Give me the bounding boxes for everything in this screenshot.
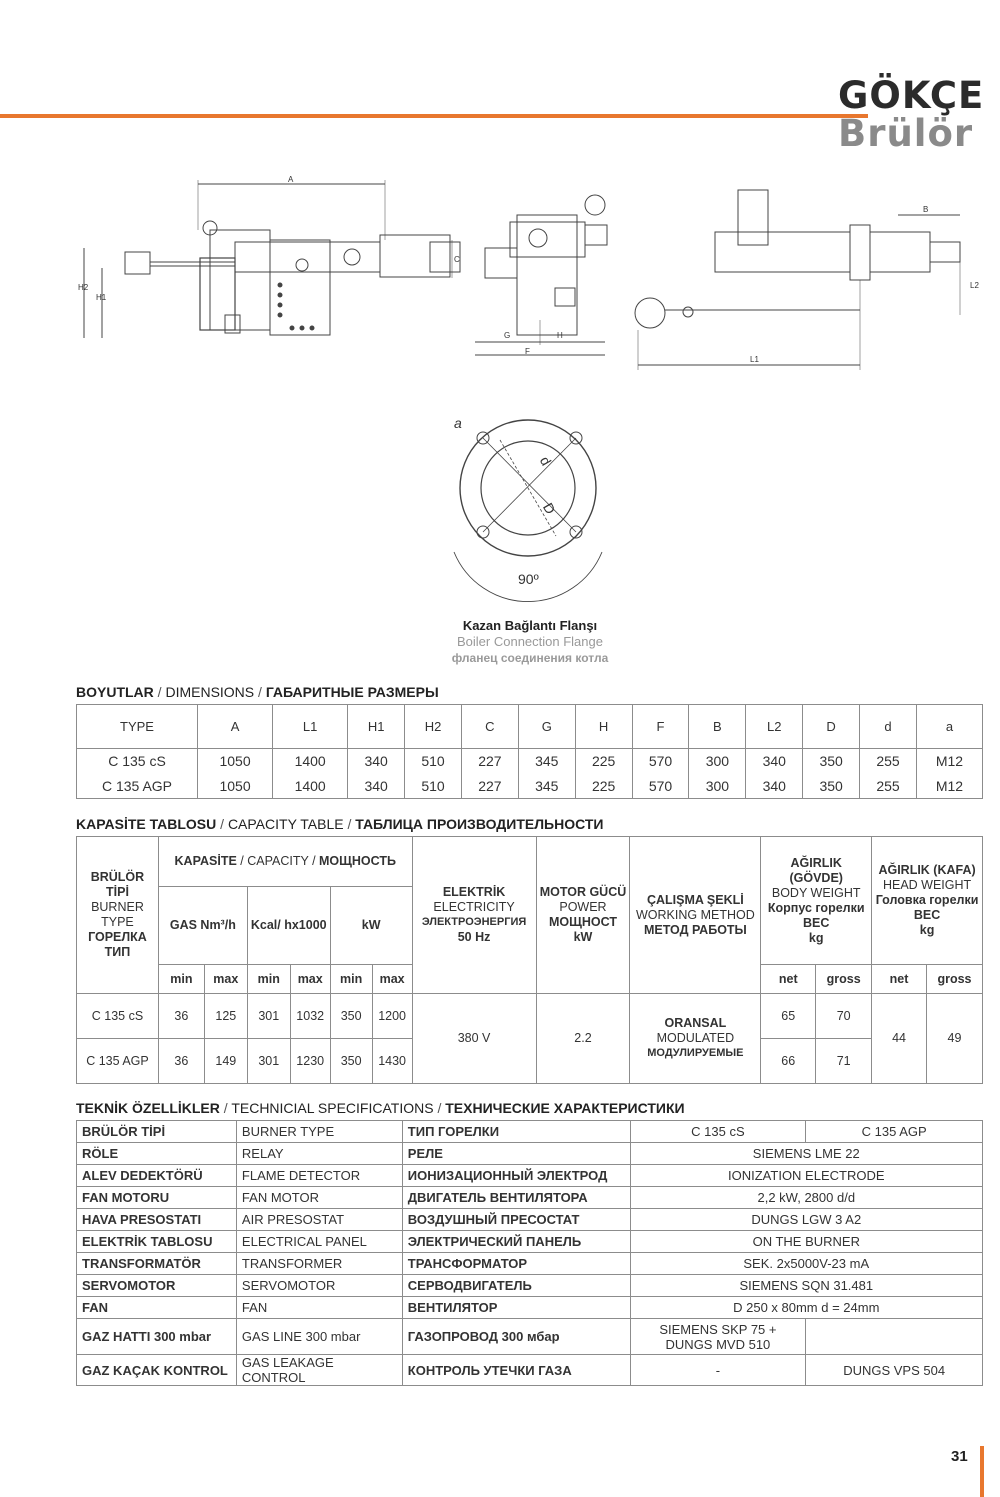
- dims-cell: C 135 AGP: [77, 774, 198, 799]
- dims-cell: 510: [405, 749, 462, 774]
- dim-label-a-upper: A: [288, 175, 294, 184]
- spec-label-ru: ГАЗОПРОВОД 300 мбар: [402, 1319, 630, 1355]
- cap-method-tr: ÇALIŞMA ŞEKLİ: [646, 892, 744, 907]
- dims-header-cell: H: [575, 705, 632, 749]
- spec-value: C 135 cS: [630, 1121, 806, 1143]
- table-row: [77, 774, 983, 799]
- dims-header-cell: L1: [273, 705, 348, 749]
- dims-header-cell: A: [198, 705, 273, 749]
- cap-method-value-tr: ORANSAL: [664, 1016, 727, 1030]
- dims-cell: 300: [689, 749, 746, 774]
- cap-burner-type-tr: BRÜLÖR TİPİ: [90, 870, 145, 899]
- spec-label-ru: ВЕНТИЛЯТОР: [402, 1297, 630, 1319]
- spec-label-tr: RÖLE: [77, 1143, 237, 1165]
- spec-label-en: AIR PRESOSTAT: [236, 1209, 402, 1231]
- dimensions-title-ru: ГАБАРИТНЫЕ РАЗМЕРЫ: [265, 684, 439, 700]
- cap-electric-ru: ЭЛЕКТРОЭНЕРГИЯ: [421, 916, 527, 928]
- dims-cell: 350: [803, 774, 860, 799]
- dims-cell: 340: [348, 774, 405, 799]
- cap-burner-type-ru: ГОРЕЛКА ТИП: [88, 930, 147, 959]
- dims-cell: M12: [916, 749, 982, 774]
- spec-label-tr: FAN MOTORU: [77, 1187, 237, 1209]
- spec-label-tr: TRANSFORMATÖR: [77, 1253, 237, 1275]
- spec-label-en: TRANSFORMER: [236, 1253, 402, 1275]
- specs-section-title: TEKNİK ÖZELLİKLER / TECHNICIAL SPECIFICATIONS / ТЕХНИЧЕСКИЕ ХАРАКТЕРИСТИКИ: [76, 1100, 685, 1116]
- cap-cell: 65: [761, 994, 816, 1039]
- dims-header-cell: G: [518, 705, 575, 749]
- spec-label-tr: FAN: [77, 1297, 237, 1319]
- cap-net-label: net: [872, 965, 927, 994]
- flange-label-a: a: [454, 415, 462, 431]
- spec-label-ru: ДВИГАТЕЛЬ ВЕНТИЛЯТОРА: [402, 1187, 630, 1209]
- dims-header-cell: L2: [746, 705, 803, 749]
- flange-label-d-small: d: [536, 453, 555, 469]
- spec-label-tr: HAVA PRESOSTATI: [77, 1209, 237, 1231]
- cap-cell: 1200: [372, 994, 412, 1039]
- brand-line-1: GÖKÇE: [838, 74, 985, 117]
- dims-header-cell: TYPE: [77, 705, 198, 749]
- cap-capacity-en: CAPACITY: [247, 854, 309, 868]
- cap-electric-en: ELECTRICITY: [433, 900, 515, 914]
- dimensions-table: [76, 704, 983, 799]
- cap-capacity-ru: МОЩНОСТЬ: [319, 854, 396, 868]
- spec-value: IONIZATION ELECTRODE: [630, 1165, 982, 1187]
- spec-label-ru: ИОНИЗАЦИОННЫЙ ЭЛЕКТРОД: [402, 1165, 630, 1187]
- cap-unit-kw: kW: [330, 887, 412, 965]
- spec-label-ru: СЕРВОДВИГАТЕЛЬ: [402, 1275, 630, 1297]
- spec-value: DUNGS LGW 3 A2: [630, 1209, 982, 1231]
- brand-line-2: Brülör: [838, 112, 974, 155]
- dims-cell: 1400: [273, 749, 348, 774]
- dim-label-b: B: [923, 205, 929, 214]
- cap-cell: 36: [158, 1039, 204, 1084]
- side-view-drawing: [84, 180, 460, 338]
- cap-motor-tr: MOTOR GÜCÜ: [539, 885, 627, 899]
- flange-caption-en: Boiler Connection Flange: [457, 634, 603, 649]
- dims-cell: 1050: [198, 774, 273, 799]
- dimensions-title-tr: BOYUTLAR: [76, 684, 154, 700]
- cap-max-label: max: [290, 965, 330, 994]
- dim-label-c: C: [454, 255, 460, 264]
- cap-cell: 71: [816, 1039, 872, 1084]
- cap-motor-en: POWER: [559, 900, 607, 914]
- dims-cell: 1050: [198, 749, 273, 774]
- cap-min-label: min: [158, 965, 204, 994]
- dim-label-h: H: [557, 331, 563, 340]
- cap-method-value-ru: МОДУЛИРУЕМЫЕ: [647, 1047, 744, 1059]
- dims-cell: 345: [518, 774, 575, 799]
- cap-body-weight-tr: AĞIRLIK (GÖVDE): [789, 855, 843, 885]
- cap-cell: 301: [247, 1039, 290, 1084]
- specs-title-ru: ТЕХНИЧЕСКИЕ ХАРАКТЕРИСТИКИ: [445, 1100, 685, 1116]
- capacity-title-en: CAPACITY TABLE: [227, 816, 344, 832]
- dim-label-f: F: [525, 347, 530, 356]
- cap-unit-kcal: Kcal/ hx1000: [247, 887, 330, 965]
- top-view-labels: [750, 205, 979, 364]
- spec-value: SIEMENS LME 22: [630, 1143, 982, 1165]
- dims-header-cell: d: [860, 705, 917, 749]
- capacity-title-tr: KAPASİTE TABLOSU: [76, 816, 217, 832]
- page-number: 31: [951, 1448, 968, 1465]
- cap-type-cell: C 135 cS: [77, 994, 159, 1039]
- capacity-section-title: KAPASİTE TABLOSU / CAPACITY TABLE / ТАБЛИЦА ПРОИЗВОДИТЕЛЬНОСТИ: [76, 816, 604, 832]
- spec-label-en: FAN: [236, 1297, 402, 1319]
- spec-label-tr: ELEKTRİK TABLOSU: [77, 1231, 237, 1253]
- spec-value: SIEMENS SKP 75 + DUNGS MVD 510: [630, 1319, 806, 1355]
- cap-header-method: [630, 837, 761, 994]
- cap-cell: 350: [330, 994, 372, 1039]
- flange-label-angle: 90º: [518, 571, 539, 587]
- flange-caption: [400, 618, 660, 666]
- cap-head-weight-unit: kg: [919, 923, 935, 937]
- cap-head-weight-tr: AĞIRLIK (KAFA): [878, 863, 976, 877]
- dims-cell: M12: [916, 774, 982, 799]
- table-row: [77, 1319, 983, 1355]
- spec-label-ru: ВОЗДУШНЫЙ ПРЕСОСТАТ: [402, 1209, 630, 1231]
- cap-method-value-en: MODULATED: [656, 1031, 735, 1045]
- table-row: [77, 1209, 983, 1231]
- cap-cell: 350: [330, 1039, 372, 1084]
- spec-value: SIEMENS SQN 31.481: [630, 1275, 982, 1297]
- dims-cell: 340: [348, 749, 405, 774]
- cap-method-ru: МЕТОД РАБОТЫ: [643, 922, 747, 937]
- spec-value: C 135 AGP: [806, 1121, 983, 1143]
- dimensions-header-row: [77, 705, 983, 749]
- spec-label-en: FLAME DETECTOR: [236, 1165, 402, 1187]
- dims-cell: 345: [518, 749, 575, 774]
- table-row: [77, 1297, 983, 1319]
- spec-label-en: GAS LEAKAGE CONTROL: [236, 1355, 402, 1386]
- dims-cell: 570: [632, 749, 689, 774]
- dims-cell: 570: [632, 774, 689, 799]
- spec-value: [806, 1319, 983, 1355]
- cap-cell: 149: [204, 1039, 247, 1084]
- spec-label-ru: ТРАНСФОРМАТОР: [402, 1253, 630, 1275]
- spec-label-en: FAN MOTOR: [236, 1187, 402, 1209]
- spec-value: ON THE BURNER: [630, 1231, 982, 1253]
- table-row: [77, 1165, 983, 1187]
- dims-cell: 510: [405, 774, 462, 799]
- cap-cell: 36: [158, 994, 204, 1039]
- dimensions-title-en: DIMENSIONS: [165, 684, 255, 700]
- dimensions-section-title: BOYUTLAR / DIMENSIONS / ГАБАРИТНЫЕ РАЗМЕРЫ: [76, 684, 439, 700]
- dim-label-g: G: [504, 331, 511, 340]
- specs-title-tr: TEKNİK ÖZELLİKLER: [76, 1100, 220, 1116]
- cap-min-label: min: [247, 965, 290, 994]
- specs-title-en: TECHNICIAL SPECIFICATIONS: [231, 1100, 434, 1116]
- table-row: [77, 1121, 983, 1143]
- spec-label-en: ELECTRICAL PANEL: [236, 1231, 402, 1253]
- cap-burner-type-en: BURNER TYPE: [91, 900, 144, 929]
- flange-label-d-large: D: [539, 500, 559, 517]
- capacity-header-row-1: [77, 837, 983, 887]
- dims-cell: 350: [803, 749, 860, 774]
- dims-header-cell: F: [632, 705, 689, 749]
- dims-cell: 227: [461, 774, 518, 799]
- cap-cell: 1230: [290, 1039, 330, 1084]
- cap-head-net-cell: 44: [872, 994, 927, 1084]
- dims-cell: 300: [689, 774, 746, 799]
- cap-header-electric: [412, 837, 536, 994]
- cap-head-weight-en: HEAD WEIGHT: [882, 878, 972, 892]
- dim-label-h1: H1: [96, 293, 107, 302]
- cap-header-motor: [536, 837, 630, 994]
- spec-label-tr: ALEV DEDEKTÖRÜ: [77, 1165, 237, 1187]
- spec-value: DUNGS VPS 504: [806, 1355, 983, 1386]
- dims-cell: 225: [575, 749, 632, 774]
- spec-label-ru: РЕЛЕ: [402, 1143, 630, 1165]
- spec-value: -: [630, 1355, 806, 1386]
- side-view-labels: [78, 175, 460, 302]
- capacity-table: [76, 836, 983, 1084]
- cap-capacity-tr: KAPASİTE: [174, 854, 237, 868]
- dims-cell: 255: [860, 774, 917, 799]
- dims-cell: 225: [575, 774, 632, 799]
- spec-label-ru: КОНТРОЛЬ УТЕЧКИ ГАЗА: [402, 1355, 630, 1386]
- dim-label-h2: H2: [78, 283, 89, 292]
- table-row: [77, 749, 983, 774]
- cap-method-cell: [630, 994, 761, 1084]
- table-row: [77, 1253, 983, 1275]
- cap-voltage-cell: 380 V: [412, 994, 536, 1084]
- dims-cell: 227: [461, 749, 518, 774]
- table-row: [77, 1187, 983, 1209]
- spec-label-tr: GAZ KAÇAK KONTROL: [77, 1355, 237, 1386]
- cap-motor-power-cell: 2.2: [536, 994, 630, 1084]
- dims-cell: C 135 cS: [77, 749, 198, 774]
- cap-motor-ru: МОЩНОСТ: [548, 915, 617, 929]
- table-row: [77, 1355, 983, 1386]
- cap-electric-tr: ELEKTRİK: [442, 885, 506, 899]
- table-row: [77, 994, 983, 1039]
- spec-value: D 250 x 80mm d = 24mm: [630, 1297, 982, 1319]
- cap-header-burner-type: [77, 837, 159, 994]
- cap-cell: 301: [247, 994, 290, 1039]
- flange-caption-ru: фланец соединения котла: [451, 651, 609, 665]
- spec-label-en: SERVOMOTOR: [236, 1275, 402, 1297]
- table-row: [77, 1275, 983, 1297]
- cap-method-en: WORKING METHOD: [636, 907, 755, 922]
- cap-cell: 1430: [372, 1039, 412, 1084]
- dim-label-l1: L1: [750, 355, 759, 364]
- cap-gross-label: gross: [816, 965, 872, 994]
- spec-label-tr: BRÜLÖR TİPİ: [77, 1121, 237, 1143]
- table-row: [77, 1143, 983, 1165]
- specifications-table: [76, 1120, 983, 1386]
- cap-min-label: min: [330, 965, 372, 994]
- cap-body-weight-unit: kg: [808, 930, 824, 945]
- front-view-drawing: [475, 195, 607, 355]
- cap-cell: 70: [816, 994, 872, 1039]
- dims-cell: 340: [746, 774, 803, 799]
- dims-cell: 1400: [273, 774, 348, 799]
- spec-label-tr: GAZ HATTI 300 mbar: [77, 1319, 237, 1355]
- spec-value: SEK. 2x5000V-23 mA: [630, 1253, 982, 1275]
- cap-header-body-weight: [761, 837, 872, 965]
- cap-motor-unit: kW: [573, 930, 593, 944]
- cap-header-head-weight: [872, 837, 983, 965]
- spec-label-en: RELAY: [236, 1143, 402, 1165]
- spec-label-en: BURNER TYPE: [236, 1121, 402, 1143]
- top-view-drawing: [635, 190, 960, 370]
- cap-body-weight-ru: Корпус горелки ВЕС: [767, 900, 865, 930]
- dims-cell: 340: [746, 749, 803, 774]
- boiler-flange-drawing: [440, 410, 620, 610]
- dims-header-cell: H2: [405, 705, 462, 749]
- cap-body-weight-en: BODY WEIGHT: [771, 885, 861, 900]
- cap-type-cell: C 135 AGP: [77, 1039, 159, 1084]
- cap-head-gross-cell: 49: [926, 994, 982, 1084]
- cap-max-label: max: [204, 965, 247, 994]
- dims-header-cell: H1: [348, 705, 405, 749]
- dims-header-cell: C: [461, 705, 518, 749]
- spec-label-ru: ТИП ГОРЕЛКИ: [402, 1121, 630, 1143]
- spec-label-en: GAS LINE 300 mbar: [236, 1319, 402, 1355]
- cap-net-label: net: [761, 965, 816, 994]
- spec-value: 2,2 kW, 2800 d/d: [630, 1187, 982, 1209]
- capacity-title-ru: ТАБЛИЦА ПРОИЗВОДИТЕЛЬНОСТИ: [355, 816, 604, 832]
- spec-label-tr: SERVOMOTOR: [77, 1275, 237, 1297]
- burner-technical-drawings: [70, 170, 990, 380]
- cap-head-weight-ru: Головка горелки ВЕС: [875, 893, 979, 922]
- brand-logo: [838, 74, 988, 155]
- cap-cell: 1032: [290, 994, 330, 1039]
- cap-cell: 125: [204, 994, 247, 1039]
- page-accent-bar: [980, 1446, 984, 1497]
- header-accent-line: [0, 114, 868, 118]
- table-row: [77, 1231, 983, 1253]
- spec-label-ru: ЭЛЕКТРИЧЕСКИЙ ПАНЕЛЬ: [402, 1231, 630, 1253]
- cap-max-label: max: [372, 965, 412, 994]
- cap-electric-hz: 50 Hz: [457, 930, 491, 944]
- flange-caption-tr: Kazan Bağlantı Flanşı: [462, 618, 598, 633]
- cap-unit-gas: GAS Nm³/h: [158, 887, 247, 965]
- dims-cell: 255: [860, 749, 917, 774]
- dims-header-cell: a: [916, 705, 982, 749]
- cap-cell: 66: [761, 1039, 816, 1084]
- dims-header-cell: B: [689, 705, 746, 749]
- dims-header-cell: D: [803, 705, 860, 749]
- cap-gross-label: gross: [926, 965, 982, 994]
- cap-header-capacity: KAPASİTE / CAPACITY / МОЩНОСТЬ: [158, 837, 412, 887]
- dim-label-l2: L2: [970, 281, 979, 290]
